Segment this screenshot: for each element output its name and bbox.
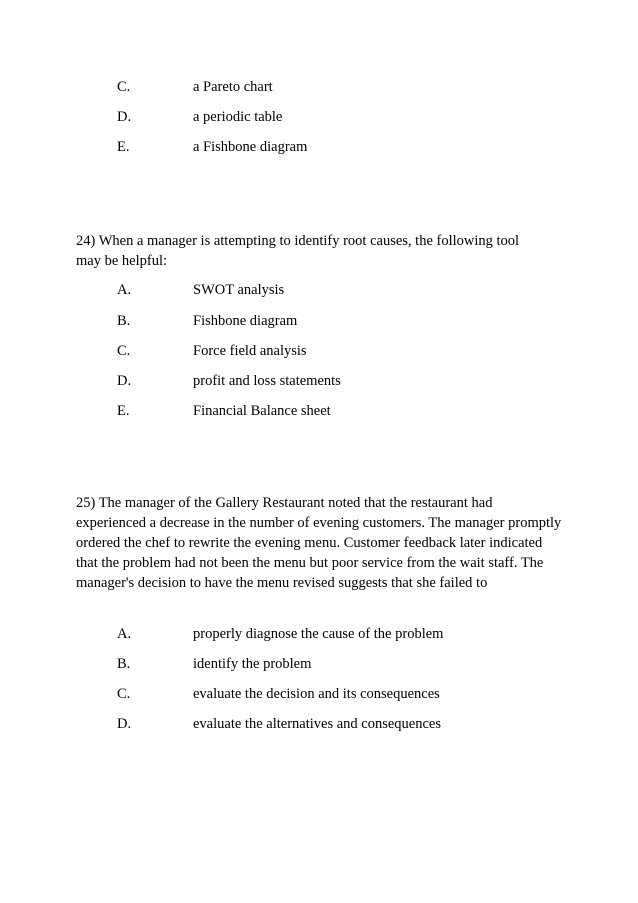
option-text: a Pareto chart [193, 79, 273, 95]
option-letter: C. [117, 686, 131, 702]
option-text: a periodic table [193, 109, 283, 125]
q24-stem: 24) When a manager is attempting to identify root causes, the following tool may be helpful: [76, 233, 520, 269]
option-text: profit and loss statements [193, 373, 341, 389]
option-text: evaluate the alternatives and consequences [193, 716, 441, 732]
option-text: Force field analysis [193, 343, 307, 359]
option-letter: C. [117, 79, 131, 95]
option-text: Fishbone diagram [193, 313, 298, 329]
option-text: properly diagnose the cause of the problem [193, 626, 444, 642]
option-letter: E. [117, 403, 130, 419]
option-letter: B. [117, 313, 131, 329]
q25-stem: 25) The manager of the Gallery Restaurant noted that the restaurant had experienced a decrease in the number of evening customers. The manager promptly ordered the chef to rewrite the evening menu. Customer feedback later indicated that the problem had not been the menu but poor service from the wait staff. The manager's decision to have the menu revised suggests that she failed to [76, 495, 562, 591]
option-letter: A. [117, 626, 132, 642]
option-letter: E. [117, 139, 130, 155]
option-text: Financial Balance sheet [193, 403, 331, 419]
option-letter: B. [117, 656, 131, 672]
option-text: SWOT analysis [193, 282, 285, 298]
option-text: evaluate the decision and its consequences [193, 686, 440, 702]
option-letter: A. [117, 282, 132, 298]
option-text: a Fishbone diagram [193, 139, 308, 155]
option-letter: D. [117, 373, 132, 389]
option-letter: C. [117, 343, 131, 359]
option-letter: D. [117, 109, 132, 125]
option-letter: D. [117, 716, 132, 732]
option-text: identify the problem [193, 656, 312, 672]
